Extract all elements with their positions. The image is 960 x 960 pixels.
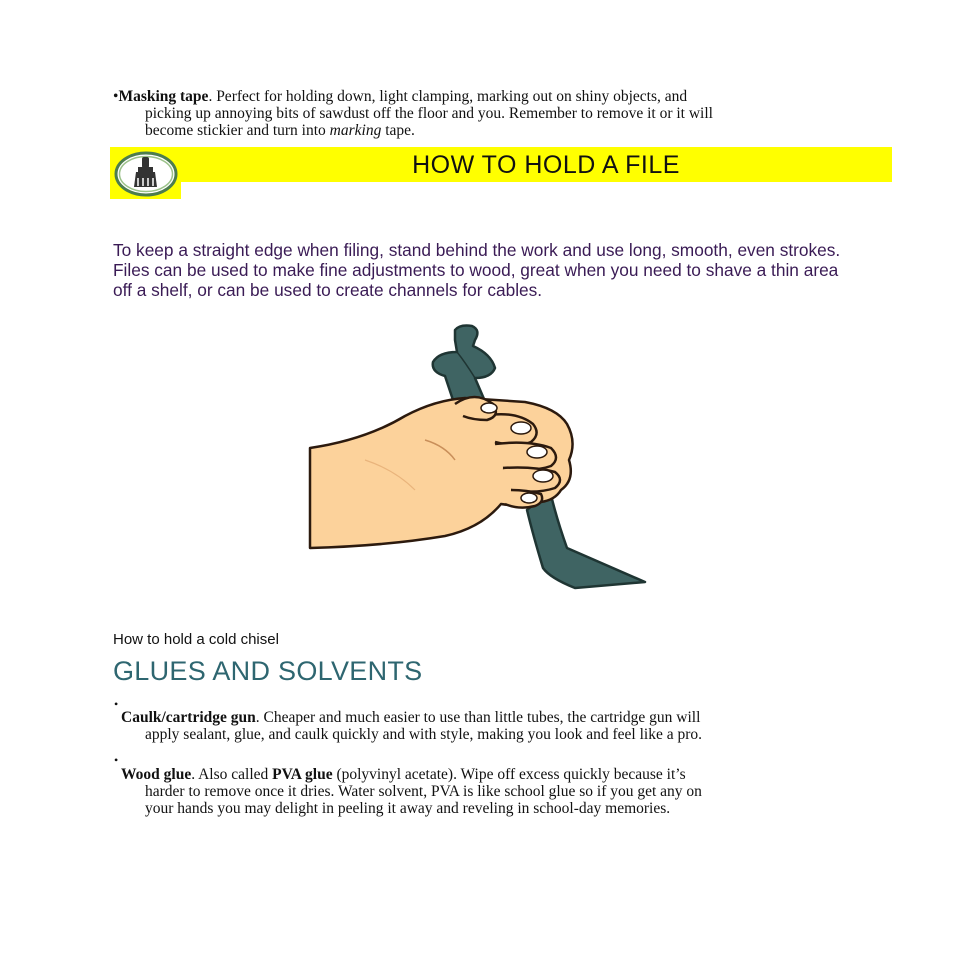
masking-tape-bullet <box>113 88 843 139</box>
masking-tape-line-2: picking up annoying bits of sawdust off the floor and you. Remember to remove it or it will <box>145 105 713 122</box>
masking-tape-line-3-post: tape. <box>381 122 415 139</box>
wood-glue-term: Wood glue <box>121 766 192 783</box>
wood-glue-line-3: your hands you may delight in peeling it away and reveling in school-day memories. <box>145 800 671 817</box>
caulk-bullet <box>121 709 841 743</box>
masking-tape-term: Masking tape <box>118 88 209 105</box>
caulk-line-2: apply sealant, glue, and caulk quickly and with style, making you look and feel like a pro. <box>145 726 702 743</box>
bullet-marker: • <box>113 88 119 105</box>
banner-title: HOW TO HOLD A FILE <box>412 151 680 179</box>
masking-tape-text: . Perfect for holding down, light clamping, marking out on shiny objects, and <box>208 88 688 105</box>
figure-caption: How to hold a cold chisel <box>113 631 279 648</box>
hand-holding-chisel-illustration <box>305 320 665 595</box>
wood-glue-line-1 <box>121 766 686 783</box>
bullet-marker: • <box>114 697 119 711</box>
masking-tape-line-1 <box>113 88 843 105</box>
intro-paragraph: To keep a straight edge when filing, stand behind the work and use long, smooth, even strokes. Files can be used to make fine adjustments to wood, great when you need to shave a thin area off a shelf, or can be used to create channels for cables. <box>113 240 841 300</box>
marking-emphasis: marking <box>329 122 382 139</box>
wood-glue-text: (polyvinyl acetate). Wipe off excess quickly because it’s <box>332 766 686 783</box>
wood-glue-bullet <box>121 766 841 817</box>
caulk-line-1 <box>121 709 700 726</box>
bullet-marker: • <box>114 753 119 767</box>
caulk-term: Caulk/cartridge gun <box>121 709 256 726</box>
masking-tape-line-3-pre: become stickier and turn into <box>145 122 330 139</box>
caulk-text: . Cheaper and much easier to use than little tubes, the cartridge gun will <box>255 709 701 726</box>
pva-glue-term: PVA glue <box>272 766 333 783</box>
section-title: GLUES AND SOLVENTS <box>113 656 423 686</box>
wood-glue-line-2: harder to remove once it dries. Water solvent, PVA is like school glue so if you get any on <box>145 783 702 800</box>
paintbrush-icon <box>114 151 178 197</box>
wood-glue-text-mid: . Also called <box>191 766 273 783</box>
masking-tape-line-3 <box>113 122 843 139</box>
